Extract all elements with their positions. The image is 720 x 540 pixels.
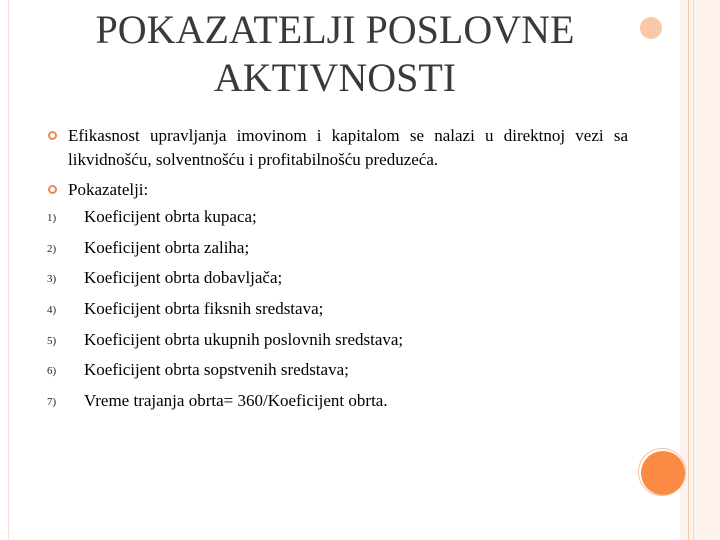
small-circle-icon — [640, 17, 662, 39]
hollow-circle-icon — [48, 185, 57, 194]
list-item: Koeficijent obrta fiksnih sredstava; — [84, 299, 324, 318]
list-number: 5) — [47, 335, 57, 347]
title-line-1: POKAZATELJI POSLOVNE — [95, 7, 575, 52]
right-decor-band — [680, 0, 720, 540]
slide-title — [40, 6, 630, 102]
list-number: 4) — [47, 304, 57, 316]
title-line-2: AKTIVNOSTI — [213, 55, 457, 100]
list-number: 2) — [47, 243, 57, 255]
bullet-text: Pokazatelji: — [68, 180, 149, 199]
hollow-circle-icon — [48, 131, 57, 140]
list-item: Vreme trajanja obrta= 360/Koeficijent obrta. — [84, 391, 388, 410]
list-item: Koeficijent obrta kupaca; — [84, 207, 257, 226]
bullet-text: Efikasnost upravljanja imovinom i kapitalom se nalazi u direktnoj vezi sa likvidnošću, solventnošću i profitabilnošću preduzeća. — [68, 126, 628, 169]
list-number: 6) — [47, 365, 57, 377]
right-divider — [688, 0, 689, 540]
right-divider-secondary — [693, 0, 694, 540]
list-number: 3) — [47, 273, 57, 285]
list-item: Koeficijent obrta sopstvenih sredstava; — [84, 360, 349, 379]
left-divider — [8, 0, 9, 540]
list-number: 1) — [47, 212, 57, 224]
large-circle-icon — [641, 451, 685, 495]
list-item: Koeficijent obrta zaliha; — [84, 238, 250, 257]
list-item: Koeficijent obrta dobavljača; — [84, 268, 283, 287]
list-item: Koeficijent obrta ukupnih poslovnih sredstava; — [84, 330, 404, 349]
list-number: 7) — [47, 396, 57, 408]
